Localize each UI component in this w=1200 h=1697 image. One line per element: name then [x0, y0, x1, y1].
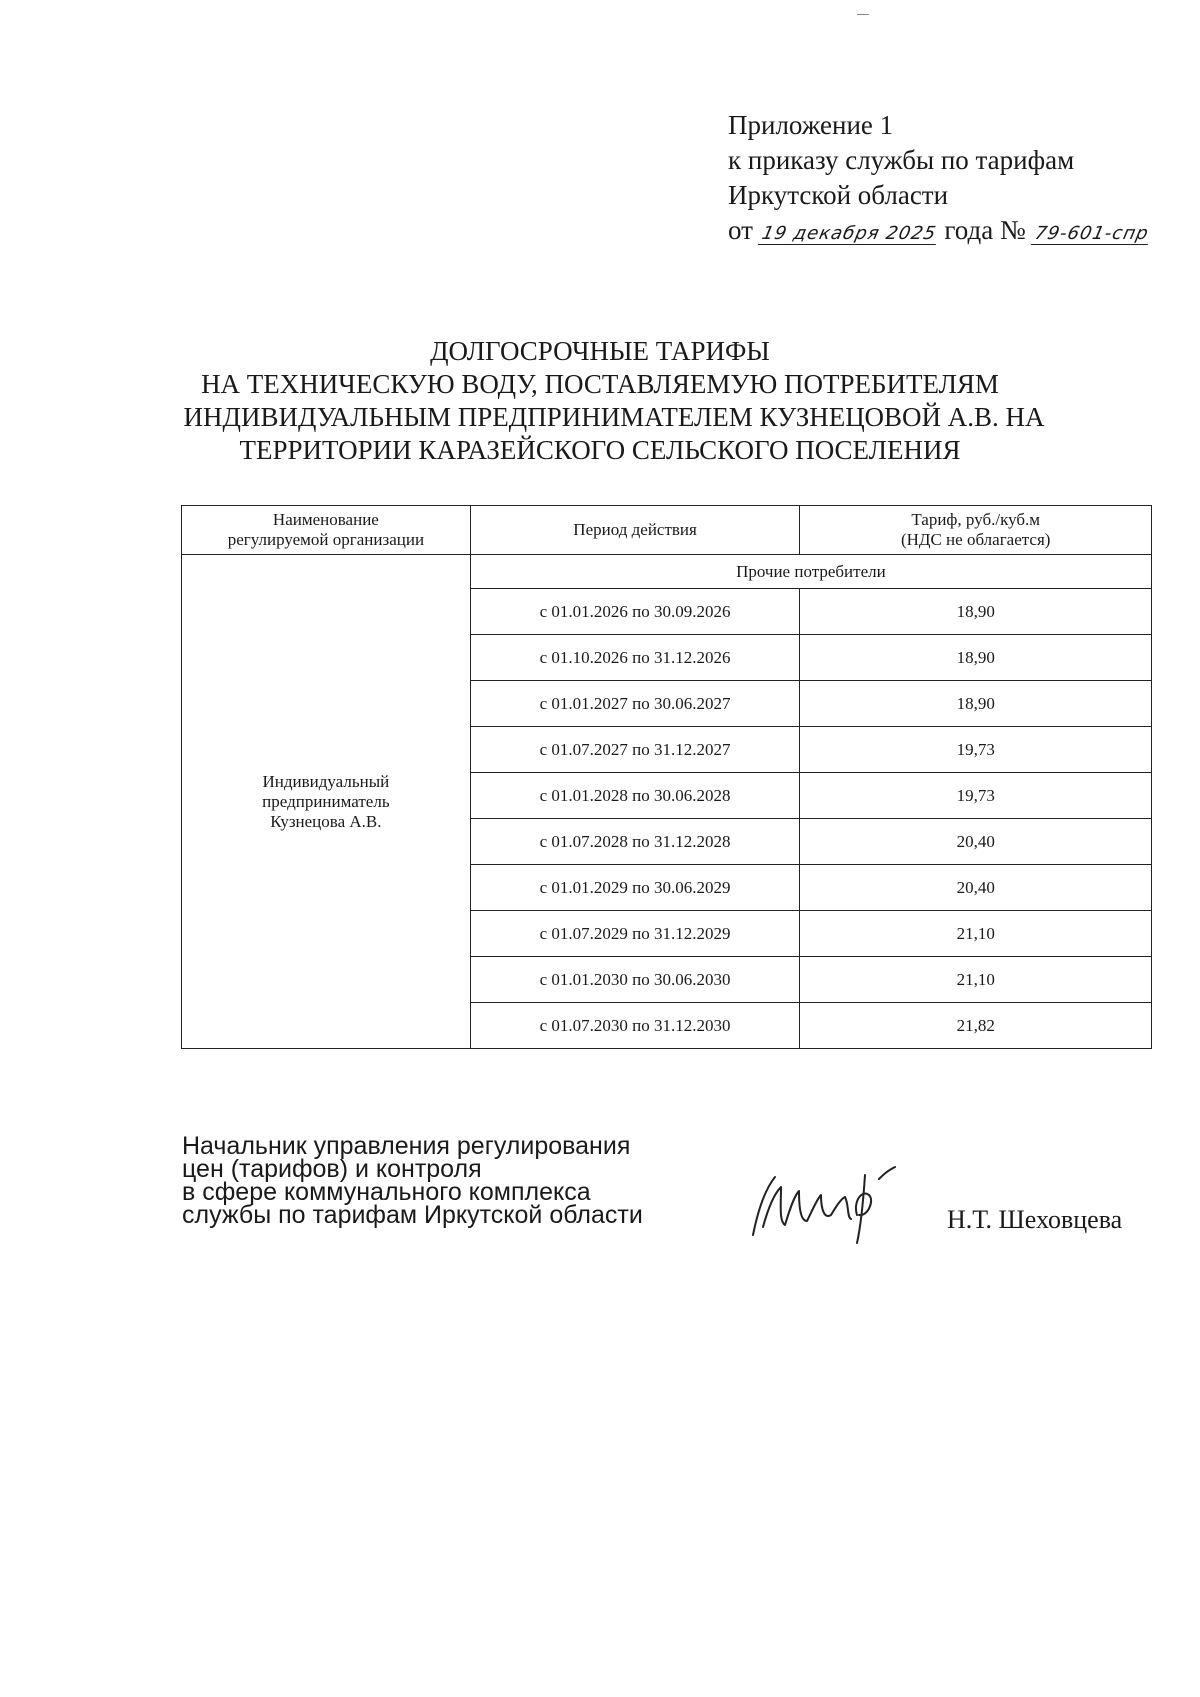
- period-cell: с 01.07.2029 по 31.12.2029: [470, 911, 800, 957]
- handwritten-signature: [745, 1165, 920, 1245]
- group-row: [182, 555, 1152, 589]
- tariff-cell: 18,90: [800, 589, 1152, 635]
- title-line-2: НА ТЕХНИЧЕСКУЮ ВОДУ, ПОСТАВЛЯЕМУЮ ПОТРЕБИТЕЛЯМ: [201, 369, 999, 399]
- header-org-line-1: Наименование: [272, 510, 379, 529]
- number-label: года №: [944, 215, 1026, 245]
- appendix-line-1: Приложение 1: [728, 110, 894, 140]
- header-tariff-line-2: (НДС не облагается): [900, 530, 1051, 549]
- period-cell: с 01.01.2026 по 30.09.2026: [470, 589, 800, 635]
- tariff-cell: 20,40: [800, 865, 1152, 911]
- appendix-line-3: Иркутской области: [728, 180, 949, 210]
- period-cell: с 01.01.2028 по 30.06.2028: [470, 773, 800, 819]
- group-label: Прочие потребители: [470, 555, 1151, 589]
- period-cell: с 01.10.2026 по 31.12.2026: [470, 635, 800, 681]
- position-line-1: Начальник управления регулирования: [182, 1132, 631, 1160]
- header-tariff-line-1: Тариф, руб./куб.м: [911, 510, 1041, 529]
- org-line-1: Индивидуальный: [262, 771, 390, 791]
- document-title: [0, 335, 1200, 467]
- title-line-4: ТЕРРИТОРИИ КАРАЗЕЙСКОГО СЕЛЬСКОГО ПОСЕЛЕНИЯ: [239, 435, 961, 465]
- header-org-line-2: регулируемой организации: [227, 530, 425, 549]
- handwritten-number: 79-601-спр: [1030, 224, 1152, 245]
- org-line-2: предприниматель: [262, 791, 390, 811]
- appendix-date-line: [728, 213, 1150, 248]
- period-cell: с 01.07.2030 по 31.12.2030: [470, 1003, 800, 1049]
- appendix-line-2: к приказу службы по тарифам: [728, 145, 1075, 175]
- table-header-row: [182, 506, 1152, 555]
- date-prefix: от: [728, 215, 753, 245]
- period-cell: с 01.07.2027 по 31.12.2027: [470, 727, 800, 773]
- title-line-3: ИНДИВИДУАЛЬНЫМ ПРЕДПРИНИМАТЕЛЕМ КУЗНЕЦОВОЙ А.В. НА: [183, 402, 1045, 432]
- header-period: Период действия: [470, 506, 800, 555]
- signatory-position: [182, 1132, 643, 1229]
- period-cell: с 01.01.2027 по 30.06.2027: [470, 681, 800, 727]
- header-organization: [182, 506, 471, 555]
- period-cell: с 01.01.2030 по 30.06.2030: [470, 957, 800, 1003]
- position-line-3: в сфере коммунального комплекса: [182, 1178, 591, 1206]
- tariff-cell: 21,10: [800, 911, 1152, 957]
- tariff-cell: 18,90: [800, 681, 1152, 727]
- header-tariff: [800, 506, 1152, 555]
- position-line-4: службы по тарифам Иркутской области: [182, 1201, 643, 1229]
- period-cell: с 01.01.2029 по 30.06.2029: [470, 865, 800, 911]
- tariff-cell: 21,82: [800, 1003, 1152, 1049]
- period-cell: с 01.07.2028 по 31.12.2028: [470, 819, 800, 865]
- tariff-cell: 19,73: [800, 727, 1152, 773]
- title-line-1: ДОЛГОСРОЧНЫЕ ТАРИФЫ: [430, 336, 770, 366]
- tariff-cell: 20,40: [800, 819, 1152, 865]
- appendix-header: [728, 108, 1150, 248]
- tariff-cell: 19,73: [800, 773, 1152, 819]
- org-line-3: Кузнецова А.В.: [270, 811, 382, 831]
- tariff-cell: 21,10: [800, 957, 1152, 1003]
- handwritten-date: 19 декабря 2025: [757, 224, 939, 245]
- tariff-cell: 18,90: [800, 635, 1152, 681]
- tariff-table: [181, 505, 1152, 1049]
- position-line-2: цен (тарифов) и контроля: [182, 1155, 482, 1183]
- scan-mark: [857, 14, 869, 15]
- organization-cell: [182, 555, 471, 1049]
- signer-name: Н.Т. Шеховцева: [947, 1205, 1123, 1234]
